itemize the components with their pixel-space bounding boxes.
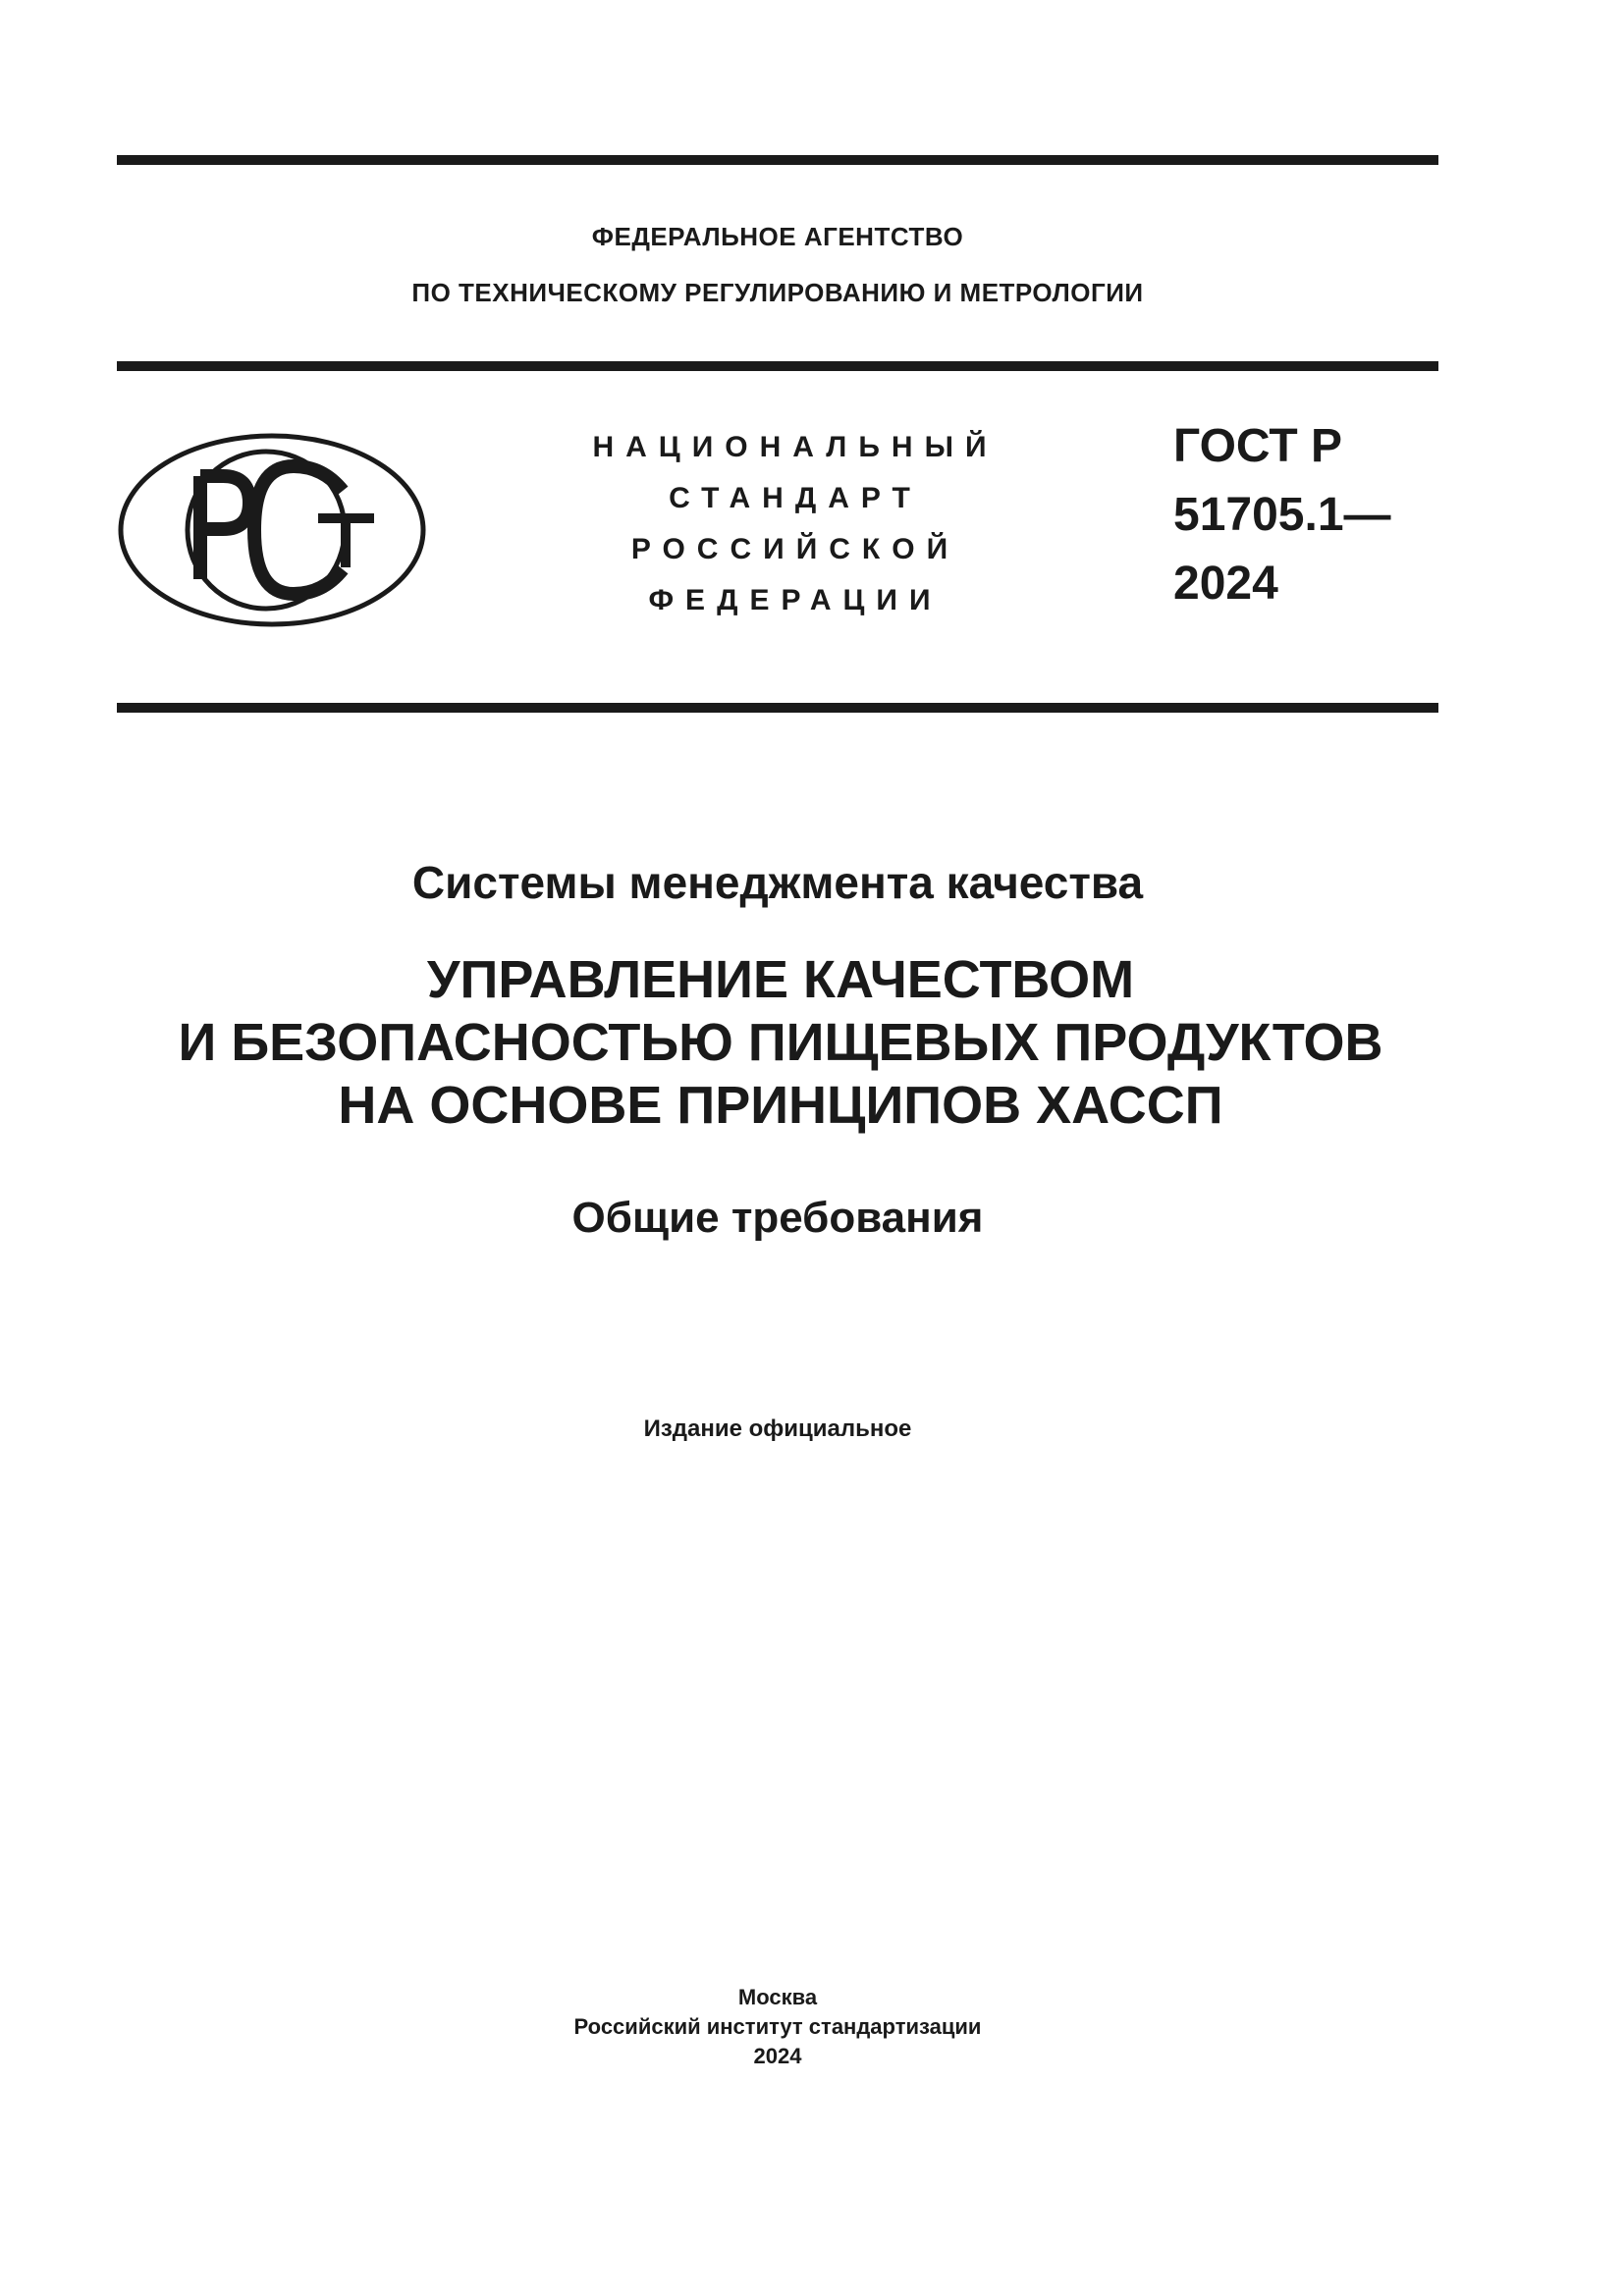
national-standard-label xyxy=(550,422,1041,626)
designation-line-1: ГОСТ Р xyxy=(1173,420,1343,472)
imprint-publisher: Российский институт стандартизации xyxy=(573,2014,982,2039)
agency-line-2: ПО ТЕХНИЧЕСКОМУ РЕГУЛИРОВАНИЮ И МЕТРОЛОГИИ xyxy=(411,278,1144,307)
top-rule xyxy=(117,155,1438,165)
main-title-line-2: И БЕЗОПАСНОСТЬЮ ПИЩЕВЫХ ПРОДУКТОВ xyxy=(178,1013,1383,1072)
national-standard-line-4: ФЕДЕРАЦИИ xyxy=(648,584,943,616)
main-title xyxy=(59,948,1502,1137)
national-standard-line-1: НАЦИОНАЛЬНЫЙ xyxy=(592,431,999,463)
main-title-line-3: НА ОСНОВЕ ПРИНЦИПОВ ХАССП xyxy=(338,1076,1223,1135)
designation-line-2: 51705.1— xyxy=(1173,489,1391,541)
national-standard-line-3: РОССИЙСКОЙ xyxy=(630,533,960,565)
edition-note: Издание официальное xyxy=(643,1415,912,1442)
series-title: Системы менеджмента качества xyxy=(411,857,1144,908)
standard-designation xyxy=(1173,412,1438,618)
gost-r-logo-icon xyxy=(117,432,427,628)
header-divider-rule xyxy=(117,361,1438,371)
imprint xyxy=(117,1983,1438,2071)
national-standard-line-2: СТАНДАРТ xyxy=(669,482,922,514)
imprint-city: Москва xyxy=(737,1985,818,2009)
imprint-year: 2024 xyxy=(753,2044,802,2068)
main-title-line-1: УПРАВЛЕНИЕ КАЧЕСТВОМ xyxy=(426,950,1135,1009)
gost-r-logo xyxy=(117,432,427,628)
designation-line-3: 2024 xyxy=(1173,558,1278,610)
header-bottom-rule xyxy=(117,703,1438,713)
agency-line-1: ФЕДЕРАЛЬНОЕ АГЕНТСТВО xyxy=(591,222,964,251)
subtitle: Общие требования xyxy=(571,1194,984,1242)
